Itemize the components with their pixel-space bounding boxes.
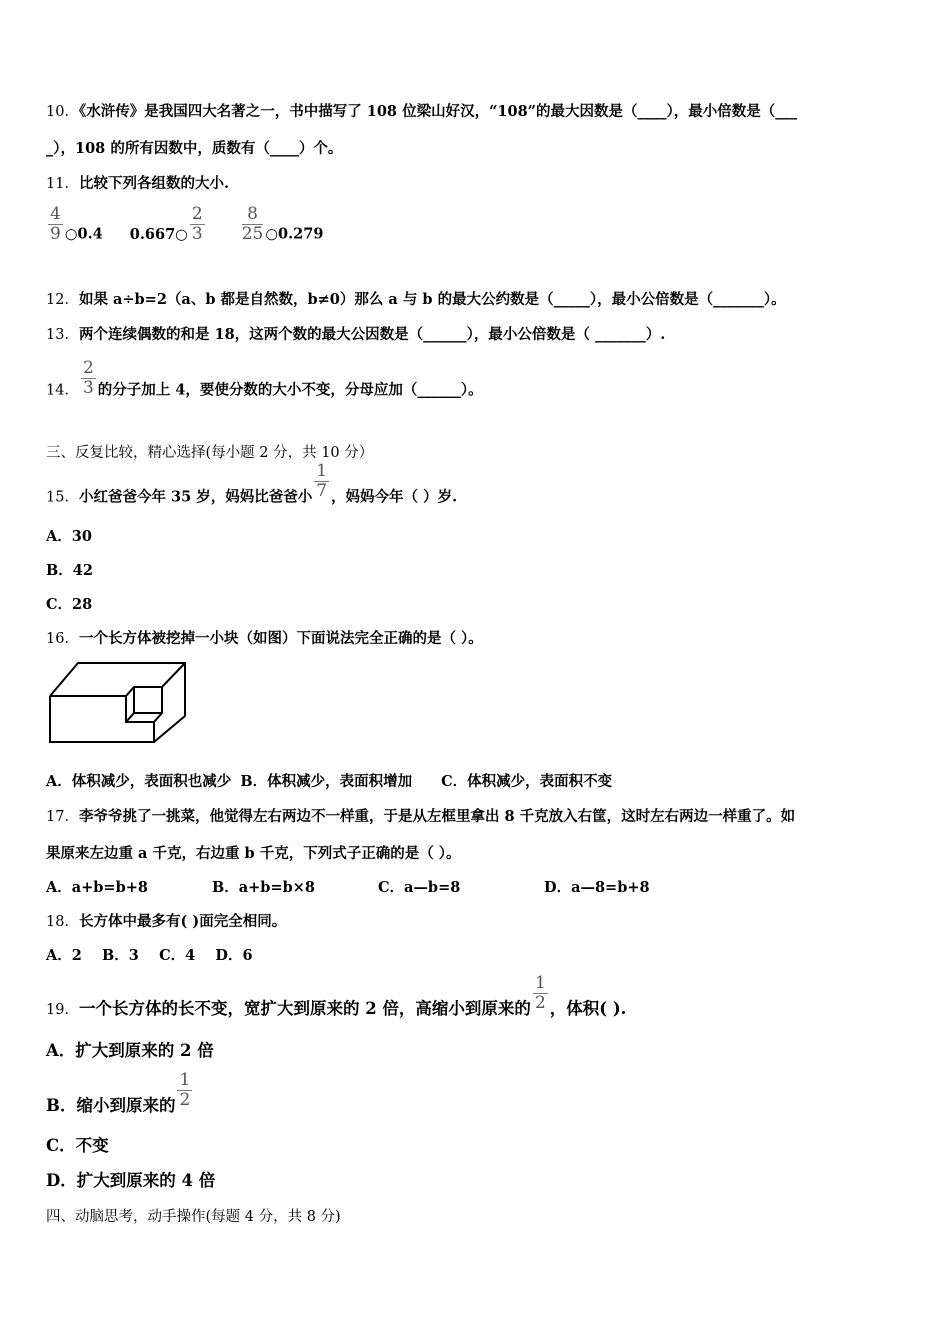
- q17-number: 17．: [46, 809, 79, 825]
- q13-line: [46, 325, 665, 345]
- q18-text: 长方体中最多有( )面完全相同。: [78, 913, 287, 930]
- q15-text-a: 小红爸爸今年 35 岁，妈妈比爸爸小: [78, 488, 313, 506]
- fraction-denominator: 9: [50, 224, 61, 244]
- q17-text-line1: 李爷爷挑了一挑菜，他觉得左右两边不一样重，于是从左框里拿出 8 千克放入右筐，这时左右两边一样重了。如: [78, 808, 796, 825]
- compare-3: ○0.279: [265, 225, 324, 243]
- cuboid-figure: [48, 660, 188, 746]
- fraction-2-3-q14: [81, 360, 96, 397]
- q19-option-c: C．不变: [46, 1136, 109, 1155]
- q16-option-b: B．体积减少，表面积增加: [240, 773, 413, 790]
- q17-option-a: A．a+b=b+8: [46, 879, 148, 896]
- q17-options: [46, 878, 650, 898]
- q16-option-c: C．体积减少，表面积不变: [441, 773, 613, 790]
- q19-option-a: A．扩大到原来的 2 倍: [46, 1041, 214, 1060]
- fraction-numerator: 2: [191, 204, 203, 224]
- q12-number: 12．: [46, 292, 79, 308]
- section-4-heading: 四、动脑思考，动手操作(每题 4 分，共 8 分): [46, 1209, 341, 1225]
- q11-text: 比较下列各组数的大小.: [78, 175, 230, 192]
- fraction-denominator: 2: [179, 1090, 191, 1110]
- q19-option-b-line: [46, 1072, 194, 1116]
- section-3-heading: 三、反复比较，精心选择(每小题 2 分，共 10 分）: [46, 445, 374, 461]
- q11-line: [46, 174, 229, 194]
- fraction-2-3: [190, 206, 205, 243]
- fraction-numerator: 1: [316, 461, 328, 481]
- fraction-numerator: 1: [179, 1070, 191, 1090]
- q15-option-c: C．28: [46, 596, 93, 613]
- q16-option-a: A．体积减少，表面积也减少: [46, 773, 232, 790]
- q19-text-a: 一个长方体的长不变，宽扩大到原来的 2 倍，高缩小到原来的: [78, 999, 531, 1018]
- q17-option-d: D．a—8=b+8: [544, 879, 650, 896]
- fraction-denominator: 7: [316, 481, 328, 501]
- q13-number: 13．: [46, 327, 79, 343]
- fraction-8-25: [242, 206, 264, 243]
- q19-line: [46, 975, 626, 1020]
- q10-number: 10．: [46, 104, 79, 120]
- q10-line2: _），108 的所有因数中，质数有（____）个。: [46, 140, 343, 157]
- q16-options: [46, 772, 612, 792]
- q14-text: 的分子加上 4，要使分数的大小不变，分母应加（______）。: [97, 381, 483, 399]
- fraction-denominator: 2: [534, 993, 546, 1013]
- q10-text-line1: 《水浒传》是我国四大名著之一，书中描写了 108 位梁山好汉，“108”的最大因数是（____），最小倍数是（___: [78, 103, 798, 120]
- q14-number: 14．: [46, 382, 79, 399]
- fraction-denominator: 25: [241, 224, 264, 244]
- fraction-numerator: 1: [534, 973, 546, 993]
- fraction-1-2-option: [177, 1072, 192, 1109]
- fraction-denominator: 3: [82, 378, 94, 398]
- q12-line: [46, 290, 786, 310]
- decimal-0667: 0.667○: [129, 225, 188, 243]
- q13-text: 两个连续偶数的和是 18，这两个数的最大公因数是（______），最小公倍数是（ _______）.: [78, 326, 666, 343]
- fraction-numerator: 2: [82, 358, 94, 378]
- q11-comparisons: [46, 206, 323, 245]
- q15-text-b: ，妈妈今年（ ）岁.: [331, 488, 458, 506]
- fraction-numerator: 8: [242, 206, 264, 225]
- q16-text: 一个长方体被挖掉一小块（如图）下面说法完全正确的是（ ）。: [78, 630, 483, 647]
- q11-number: 11．: [46, 176, 79, 192]
- q18-line: [46, 912, 286, 932]
- q14-line: [46, 360, 483, 401]
- fraction-numerator: 4: [50, 204, 61, 224]
- q15-option-b: B．42: [46, 562, 93, 579]
- fraction-denominator: 3: [191, 224, 203, 244]
- q19-option-b: B．缩小到原来的: [46, 1096, 176, 1115]
- q17-option-c: C．a—b=8: [378, 879, 461, 896]
- q19-option-d: D．扩大到原来的 4 倍: [46, 1171, 216, 1190]
- q15-number: 15．: [46, 489, 79, 506]
- fraction-1-2: [533, 975, 548, 1012]
- q12-text: 如果 a÷b=2（a、b 都是自然数，b≠0）那么 a 与 b 的最大公约数是（_____），最小公倍数是（_______）。: [78, 291, 786, 308]
- q17-option-b: B．a+b=b×8: [212, 879, 315, 896]
- q16-number: 16．: [46, 631, 79, 647]
- fraction-1-7: [314, 463, 329, 500]
- fraction-4-9: [48, 206, 63, 243]
- q19-number: 19．: [46, 1002, 79, 1018]
- q15-option-a: A．30: [46, 528, 92, 545]
- q19-text-b: ，体积( ).: [549, 999, 627, 1018]
- q17-line2: 果原来左边重 a 千克，右边重 b 千克，下列式子正确的是（ ）。: [46, 845, 461, 862]
- q18-number: 18．: [46, 914, 79, 930]
- q16-line: [46, 629, 483, 649]
- q18-options: A．2 B．3 C．4 D．6: [46, 947, 253, 964]
- q15-line: [46, 463, 457, 508]
- q17-line1: [46, 807, 795, 827]
- compare-1: ○0.4: [64, 225, 103, 243]
- q10-line1: [46, 102, 797, 122]
